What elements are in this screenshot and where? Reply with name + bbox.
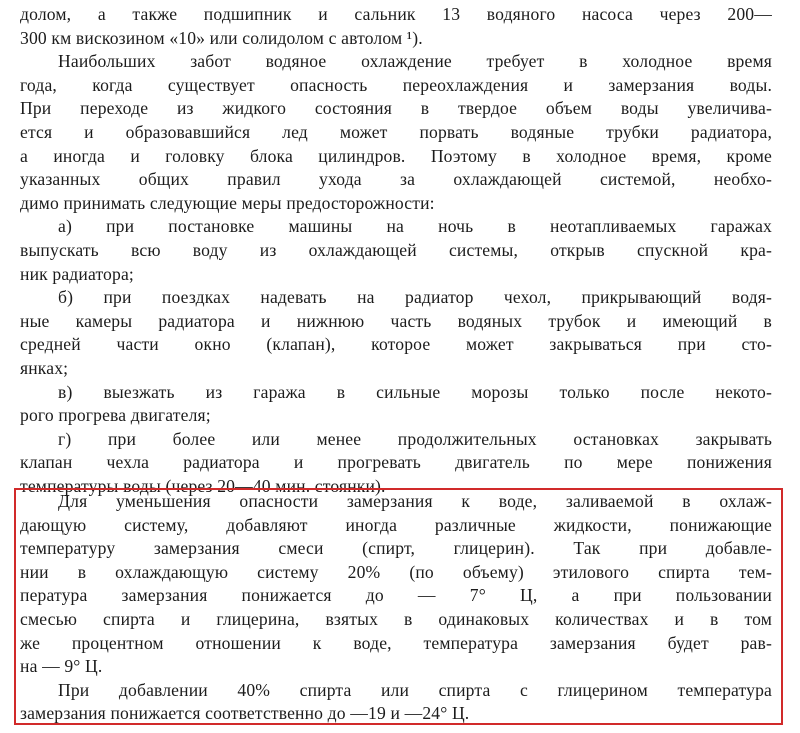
list-item-v: в) выезжать из гаража в сильные морозы только после некото- [58,381,772,402]
text-line: температуры воды (через 20—40 мин. стоянки). [20,475,386,496]
text-line: рого прогрева двигателя; [20,405,211,426]
text-line: ется и образовавшийся лед может порвать водяные трубки радиатора, [20,121,772,142]
highlighted-text [20,490,772,726]
upper-text [20,3,772,498]
text-line: димо принимать следующие меры предосторожности: [20,192,435,213]
text-line: же процентном отношении к воде, температура замерзания будет рав- [20,632,772,653]
text-line: Для уменьшения опасности замерзания к воде, заливаемой в охлаж- [58,491,772,511]
text-line: клапан чехла радиатора и прогревать двигатель по мере понижения [20,452,772,473]
text-line: ник радиатора; [20,263,134,284]
list-item-b: б) при поездках надевать на радиатор чехол, прикрывающий водя- [58,287,772,308]
text-line: на — 9° Ц. [20,656,103,677]
text-line: указанных общих правил ухода за охлаждающей системой, необхо- [20,169,772,190]
text-line: средней части окно (клапан), которое может закрываться при сто- [20,334,772,355]
text-line: При добавлении 40% спирта или спирта с глицерином температура [58,679,772,700]
list-item-g: г) при более или менее продолжительных остановках закрывать [58,428,772,449]
text-line: 300 км вискозином «10» или солидолом с автолом ¹). [20,27,423,48]
text-line: нии в охлаждающую систему 20% (по объему) этилового спирта тем- [20,561,772,582]
text-line: дающую систему, добавляют иногда различные жидкости, понижающие [20,514,772,535]
text-line: смесью спирта и глицерина, взятых в одинаковых количествах и в том [20,608,772,629]
text-line: пература замерзания понижается до — 7° Ц, а при пользовании [20,585,772,606]
text-line: замерзания понижается соответственно до —19 и —24° Ц. [20,703,470,724]
text-line: а иногда и головку блока цилиндров. Поэтому в холодное время, кроме [20,145,772,166]
list-item-a: а) при постановке машины на ночь в неотапливаемых гаражах [58,216,772,237]
text-line: года, когда существует опасность переохлаждения и замерзания воды. [20,74,772,95]
text-line: янках; [20,357,69,378]
text-line: Наибольших забот водяное охлаждение требует в холодное время [58,51,772,72]
text-line: выпускать всю воду из охлаждающей системы, открыв спускной кра- [20,239,772,260]
text-line: долом, а также подшипник и сальник 13 водяного насоса через 200— [20,4,772,24]
text-line: температуру замерзания смеси (спирт, глицерин). Так при добавле- [20,538,772,559]
text-line: ные камеры радиатора и нижнюю часть водяных трубок и имеющий в [20,310,772,331]
text-line: При переходе из жидкого состояния в твердое объем воды увеличива- [20,98,772,119]
